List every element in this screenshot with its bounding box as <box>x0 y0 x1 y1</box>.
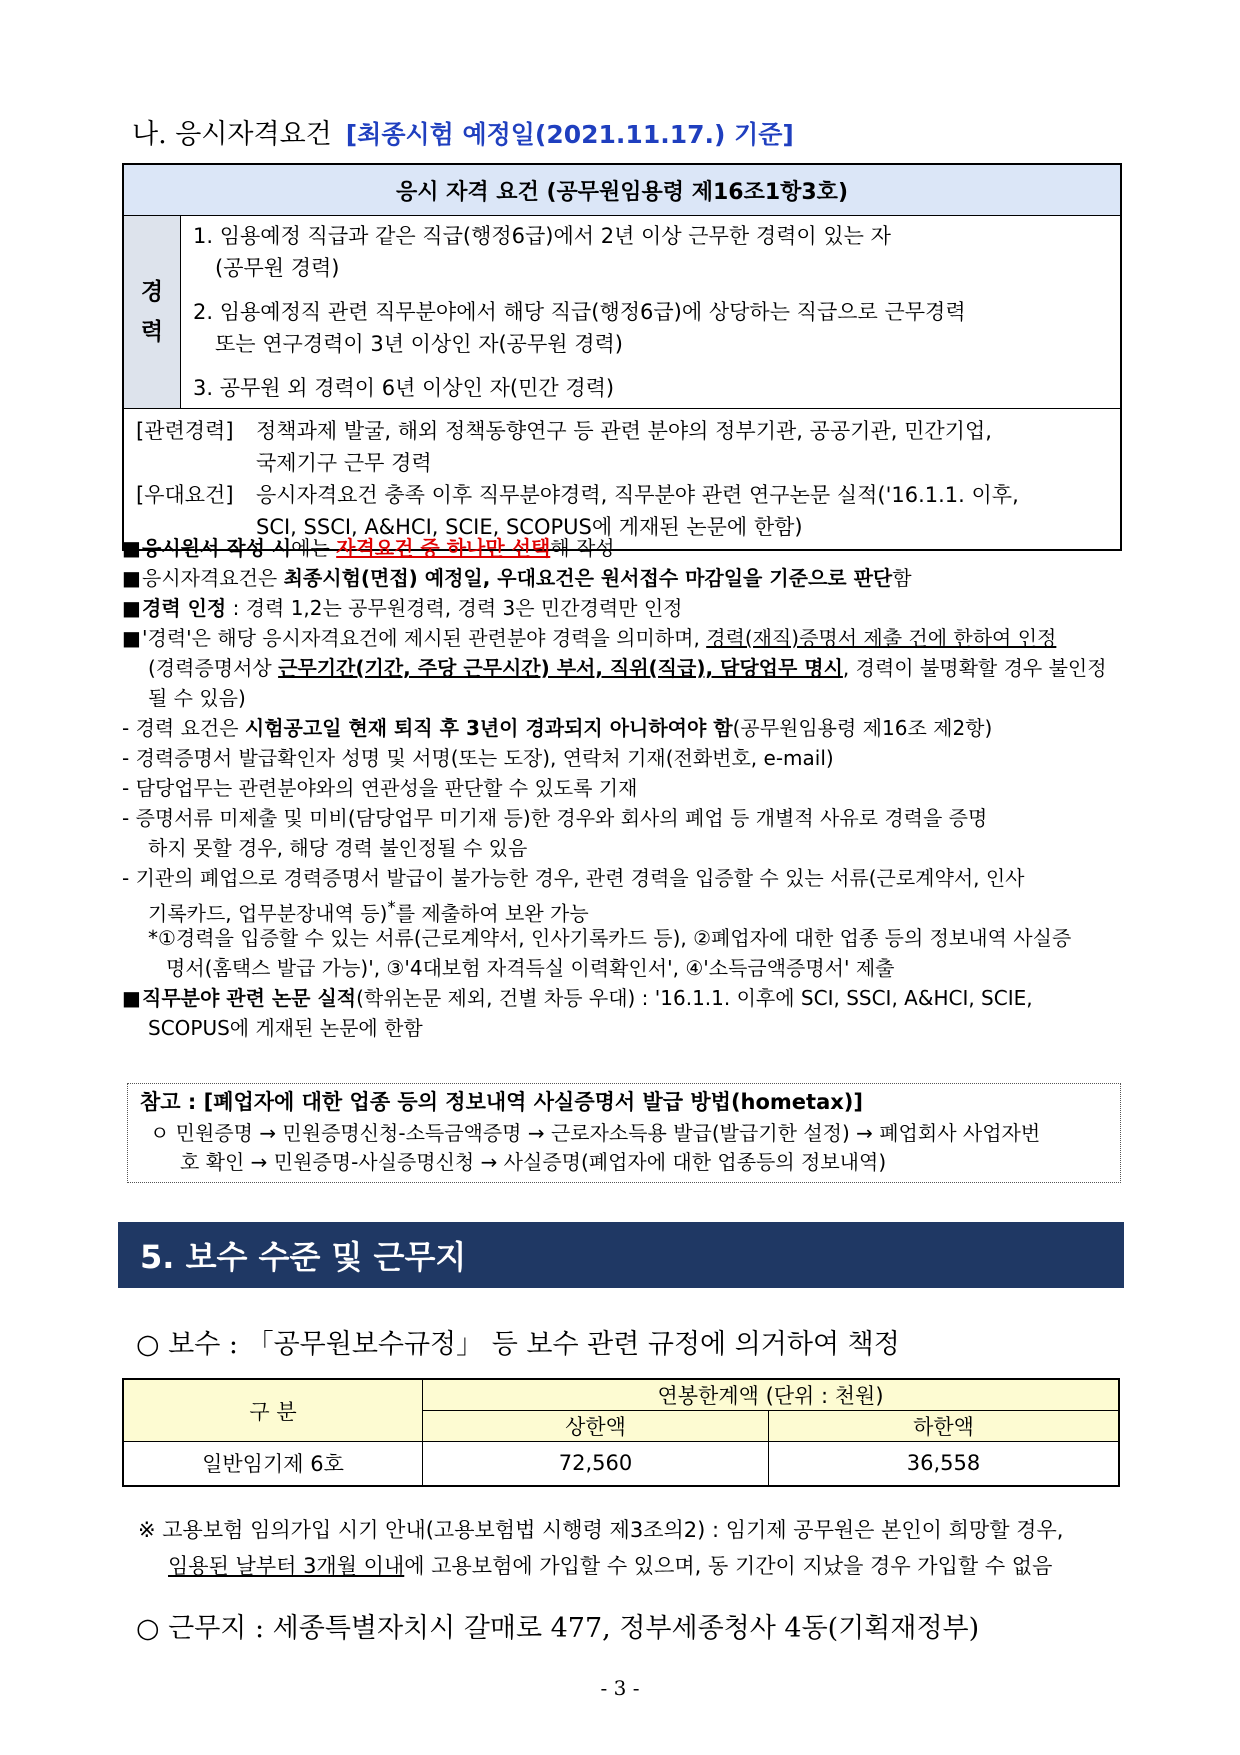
bullet-text: (경력증명서상 <box>148 656 279 680</box>
career-item <box>193 296 1112 360</box>
dash-item: - 담당업무는 관련분야와의 연관성을 판단할 수 있도록 기재 <box>122 776 638 800</box>
bullet-text: 함 <box>892 566 912 590</box>
note-underline: 임용된 날부터 3개월 이내 <box>168 1554 405 1578</box>
page-number: - 3 - <box>600 1676 640 1700</box>
note-line: ※ 고용보험 임의가입 시기 안내(고용보험법 시행령 제3조의2) : 임기제 공무원은 본인이 희망할 경우, <box>138 1518 1064 1542</box>
black-square-icon: ■ <box>122 536 141 560</box>
career-item <box>193 372 1112 404</box>
table-row <box>123 1442 1119 1486</box>
career-label-char: 력 <box>140 319 164 345</box>
section-5-banner: 5. 보수 수준 및 근무지 <box>118 1222 1124 1288</box>
related-line: 국제기구 근무 경력 <box>256 451 432 475</box>
pay-line: ○ 보수 : 「공무원보수규정」 등 보수 관련 규정에 의거하여 책정 <box>136 1329 900 1360</box>
bullet-text: SCOPUS에 게재된 논문에 한함 <box>148 1016 423 1040</box>
dash-item <box>122 803 1122 863</box>
pay-table-col-label: 구 분 <box>123 1379 423 1442</box>
qualification-table-header: 응시 자격 요건 (공무원임용령 제16조1항3호) <box>124 165 1120 216</box>
pay-table-cell: 72,560 <box>423 1442 769 1486</box>
black-square-icon: ■ <box>122 596 141 620</box>
footnote-text: 명서(홈택스 발급 가능)', ③'4대보험 자격득실 이력확인서', ④'소득금액증명서' 제출 <box>166 956 895 980</box>
pay-table-group-header: 연봉한계액 (단위 : 천원) <box>423 1379 1120 1411</box>
bullet-item <box>122 593 1122 623</box>
heading-subtitle: [최종시험 예정일(2021.11.17.) 기준] <box>345 120 794 149</box>
pay-table-cell: 36,558 <box>769 1442 1120 1486</box>
dash-item <box>122 863 1122 929</box>
career-item-line: 또는 연구경력이 3년 이상인 자(공무원 경력) <box>215 332 623 356</box>
career-item <box>193 220 1112 284</box>
related-career-row <box>136 415 1112 479</box>
bullet-bold: 최종시험(면접) 예정일, 우대요건은 원서접수 마감일을 기준으로 판단 <box>283 566 893 590</box>
career-item-line: (공무원 경력) <box>215 256 340 280</box>
dash-bold: 시험공고일 현재 퇴직 후 3년이 경과되지 아니하여야 함 <box>244 716 733 740</box>
bullet-item <box>122 623 1122 713</box>
insurance-note <box>138 1512 1128 1584</box>
career-item-line: 3. 공무원 외 경력이 6년 이상인 자(민간 경력) <box>193 376 615 400</box>
heading-title: 나. 응시자격요건 <box>132 119 332 150</box>
career-label-char: 경 <box>140 279 164 305</box>
bullet-text: 에는 <box>291 536 337 560</box>
footnote-text: *①경력을 입증할 수 있는 서류(근로계약서, 인사기록카드 등), ②폐업자에 대한 업종 등의 정보내역 사실증 <box>148 926 1072 950</box>
reference-title: 참고 : [폐업자에 대한 업종 등의 정보내역 사실증명서 발급 방법(hometax)] <box>140 1090 863 1114</box>
qualification-notes <box>124 409 1120 549</box>
pay-table-cell: 일반임기제 6호 <box>123 1442 423 1486</box>
preferred-label: [우대요건] <box>136 483 234 507</box>
bullet-text: '경력'은 해당 응시자격요건에 제시된 관련분야 경력을 의미하며, <box>142 626 707 650</box>
pay-table-lower-header: 하한액 <box>769 1411 1120 1442</box>
reference-line: ㅇ 민원증명 → 민원증명신청-소득금액증명 → 근로자소득용 발급(발급기한 설정) → 폐업회사 사업자번 <box>150 1121 1041 1145</box>
related-career-label: [관련경력] <box>136 419 234 443</box>
dash-item: - 경력증명서 발급확인자 성명 및 서명(또는 도장), 연락처 기재(전화번호, e-mail) <box>122 746 834 770</box>
career-item-line: 1. 임용예정 직급과 같은 직급(행정6급)에서 2년 이상 근무한 경력이 있는 자 <box>193 224 891 248</box>
bullet-text: (학위논문 제외, 건별 차등 우대) : '16.1.1. 이후에 SCI, SSCI, A&HCI, SCIE, <box>356 986 1033 1010</box>
footnote <box>122 923 1122 983</box>
note-line: 에 고용보험에 가입할 수 있으며, 동 기간이 지났을 경우 가입할 수 없음 <box>404 1554 1053 1578</box>
reference-line: 호 확인 → 민원증명-사실증명신청 → 사실증명(폐업자에 대한 업종등의 정보내역) <box>180 1150 887 1174</box>
bullet-text: 될 수 있음) <box>148 686 246 710</box>
related-line: 정책과제 발굴, 해외 정책동향연구 등 관련 분야의 정부기관, 공공기관, 민간기업, <box>256 419 992 443</box>
footnote-mark: * <box>387 898 396 917</box>
reference-box <box>127 1083 1121 1183</box>
career-items <box>181 216 1120 408</box>
bullet-bold: 근무기간(기간, 주당 근무시간) 부서, 직위(직급), 담당업무 명시 <box>278 656 843 680</box>
black-square-icon: ■ <box>122 566 141 590</box>
dash-item <box>122 713 1122 743</box>
bullet-red: 자격요건 중 하나만 선택 <box>336 536 551 560</box>
dash-text: - 기관의 폐업으로 경력증명서 발급이 불가능한 경우, 관련 경력을 입증할 수 있는 서류(근로계약서, 인사 <box>122 866 1025 890</box>
bullet-bold: 응시원서 작성 시 <box>142 536 292 560</box>
career-section <box>124 216 1120 409</box>
work-location-line: ○ 근무지 : 세종특별자치시 갈매로 477, 정부세종청사 4동(기획재정부) <box>136 1613 980 1644</box>
preferred-line: 응시자격요건 충족 이후 직무분야경력, 직무분야 관련 연구논문 실적('16.1.1. 이후, <box>256 483 1019 507</box>
dash-text: 를 제출하여 보완 가능 <box>395 901 589 926</box>
bullet-bold: 경력 인정 <box>142 596 227 620</box>
career-item-line: 2. 임용예정직 관련 직무분야에서 해당 직급(행정6급)에 상당하는 직급으로 근무경력 <box>193 300 966 324</box>
section-heading-na <box>132 112 794 151</box>
qualification-table <box>122 163 1122 551</box>
bullet-item <box>122 563 1122 593</box>
bullet-text: 해 작성 <box>550 536 615 560</box>
bullet-underline: 경력(재직)증명서 제출 건에 한하여 인정 <box>706 626 1057 650</box>
bullet-text: 응시자격요건은 <box>142 566 284 590</box>
bullet-item <box>122 983 1122 1043</box>
dash-text: (공무원임용령 제16조 제2항) <box>732 716 993 740</box>
dash-text: 기록카드, 업무분장내역 등) <box>148 901 388 926</box>
preferred-line: SCI, SSCI, A&HCI, SCIE, SCOPUS에 게재된 논문에 한함) <box>256 515 803 539</box>
black-square-icon: ■ <box>122 986 141 1010</box>
bullet-text: , 경력이 불명확할 경우 불인정 <box>842 656 1107 680</box>
dash-text: - 경력 요건은 <box>122 716 245 740</box>
dash-text: - 증명서류 미제출 및 미비(담당업무 미기재 등)한 경우와 회사의 폐업 등 개별적 사유로 경력을 증명 <box>122 806 988 830</box>
pay-table-upper-header: 상한액 <box>423 1411 769 1442</box>
bullet-text: : 경력 1,2는 공무원경력, 경력 3은 민간경력만 인정 <box>226 596 683 620</box>
black-square-icon: ■ <box>122 626 141 650</box>
bullet-bold: 직무분야 관련 논문 실적 <box>142 986 357 1010</box>
pay-table <box>122 1378 1120 1487</box>
career-label <box>124 216 181 408</box>
bullet-item <box>122 533 1122 563</box>
related-career-text <box>256 415 1112 479</box>
dash-text: 하지 못할 경우, 해당 경력 불인정될 수 있음 <box>148 836 528 860</box>
